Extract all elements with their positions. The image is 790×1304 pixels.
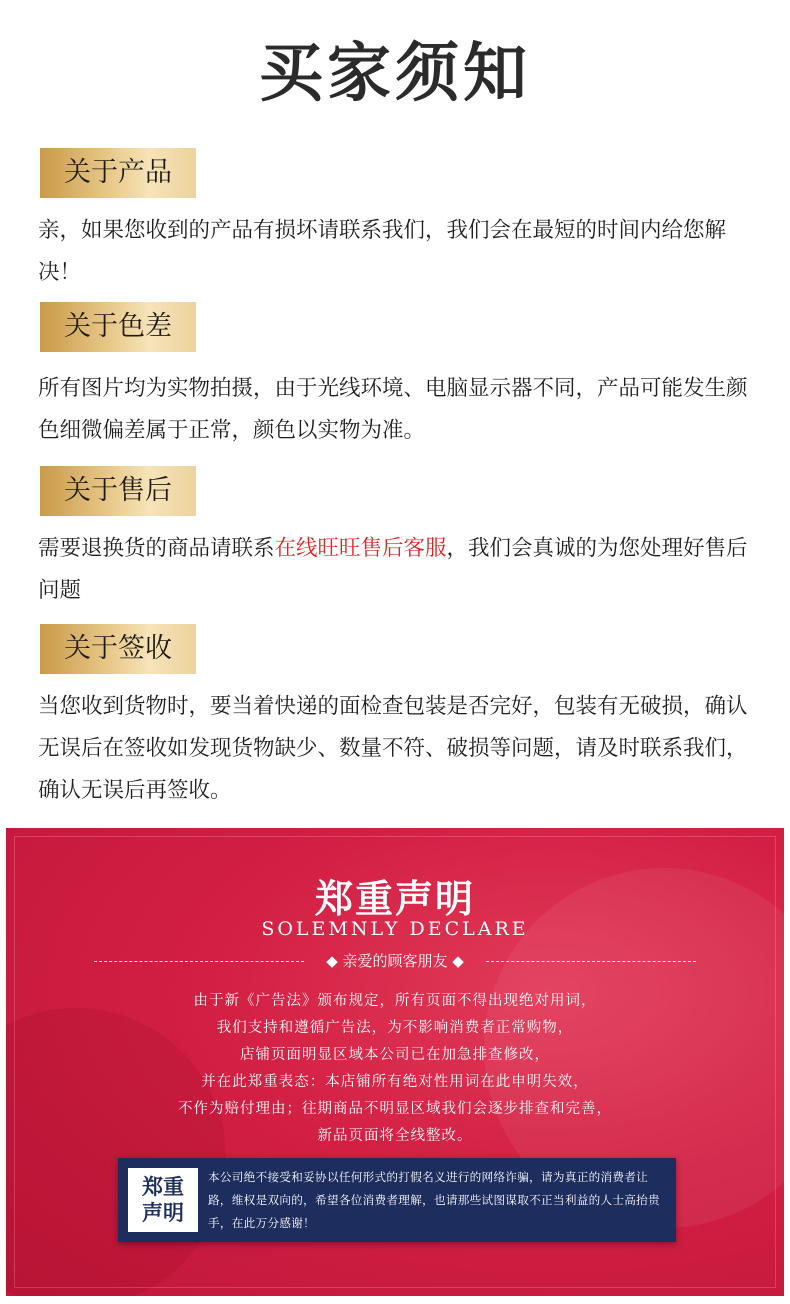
stamp-line: 郑重 xyxy=(142,1175,184,1199)
stamp-line: 声明 xyxy=(142,1201,184,1225)
section-text-aftersales xyxy=(38,528,762,612)
section-text-product-body: 亲，如果您收到的产品有损坏请联系我们，我们会在最短的时间内给您解决！ xyxy=(38,218,727,285)
declaration-stamp xyxy=(128,1168,198,1232)
notice-line: 由于新《广告法》颁布规定，所有页面不得出现绝对用词， xyxy=(193,993,597,1009)
declaration-title: 郑重声明 xyxy=(314,877,475,921)
solemn-declaration-banner xyxy=(6,828,784,1296)
section-text-aftersales-before: 需要退换货的商品请联系 xyxy=(38,536,275,561)
notice-line: 并在此郑重表态：本店铺所有绝对性用词在此申明失效， xyxy=(201,1074,589,1090)
notice-line: 店铺页面明显区域本公司已在加急排查修改， xyxy=(240,1047,550,1063)
page-title: 买家须知 xyxy=(259,37,531,111)
section-label-product: 关于产品 xyxy=(40,148,196,198)
notice-line: 不作为赔付理由；往期商品不明显区域我们会逐步排查和完善， xyxy=(178,1101,612,1117)
greeting-text: ◆ 亲爱的顾客朋友 ◆ xyxy=(326,952,464,970)
notice-line: 新品页面将全线整改。 xyxy=(317,1128,473,1144)
declaration-notice xyxy=(6,988,784,1150)
notice-line: 我们支持和遵循广告法，为不影响消费者正常购物， xyxy=(216,1020,574,1036)
declaration-subtitle: SOLEMNLY DECLARE xyxy=(261,918,529,940)
section-label-aftersales: 关于售后 xyxy=(40,466,196,516)
anti-fraud-notice-text: 本公司绝不接受和妥协以任何形式的打假名义进行的网络诈骗，请为真正的消费者让路，维权是双向的，希望各位消费者理解，也请那些试图谋取不正当利益的人士高抬贵手，在此万分感谢！ xyxy=(208,1170,660,1230)
section-text-signing xyxy=(38,686,762,812)
section-text-aftersales-after: ，我们会真诚的为您处理好售后问题 xyxy=(38,536,748,603)
section-text-color-body: 所有图片均为实物拍摄，由于光线环境、电脑显示器不同，产品可能发生颜色细微偏差属于正常，颜色以实物为准。 xyxy=(38,376,748,443)
section-label-color: 关于色差 xyxy=(40,302,196,352)
section-text-color xyxy=(38,368,762,452)
anti-fraud-notice-box xyxy=(118,1158,676,1242)
section-label-signing: 关于签收 xyxy=(40,624,196,674)
section-text-signing-body: 当您收到货物时，要当着快递的面检查包装是否完好，包装有无破损，确认无误后在签收如发现货物缺少、数量不符、破损等问题，请及时联系我们，确认无误后再签收。 xyxy=(38,694,748,803)
aftersales-service-link[interactable]: 在线旺旺售后客服 xyxy=(274,536,447,561)
section-text-product xyxy=(38,210,762,294)
greeting-row xyxy=(94,950,696,972)
